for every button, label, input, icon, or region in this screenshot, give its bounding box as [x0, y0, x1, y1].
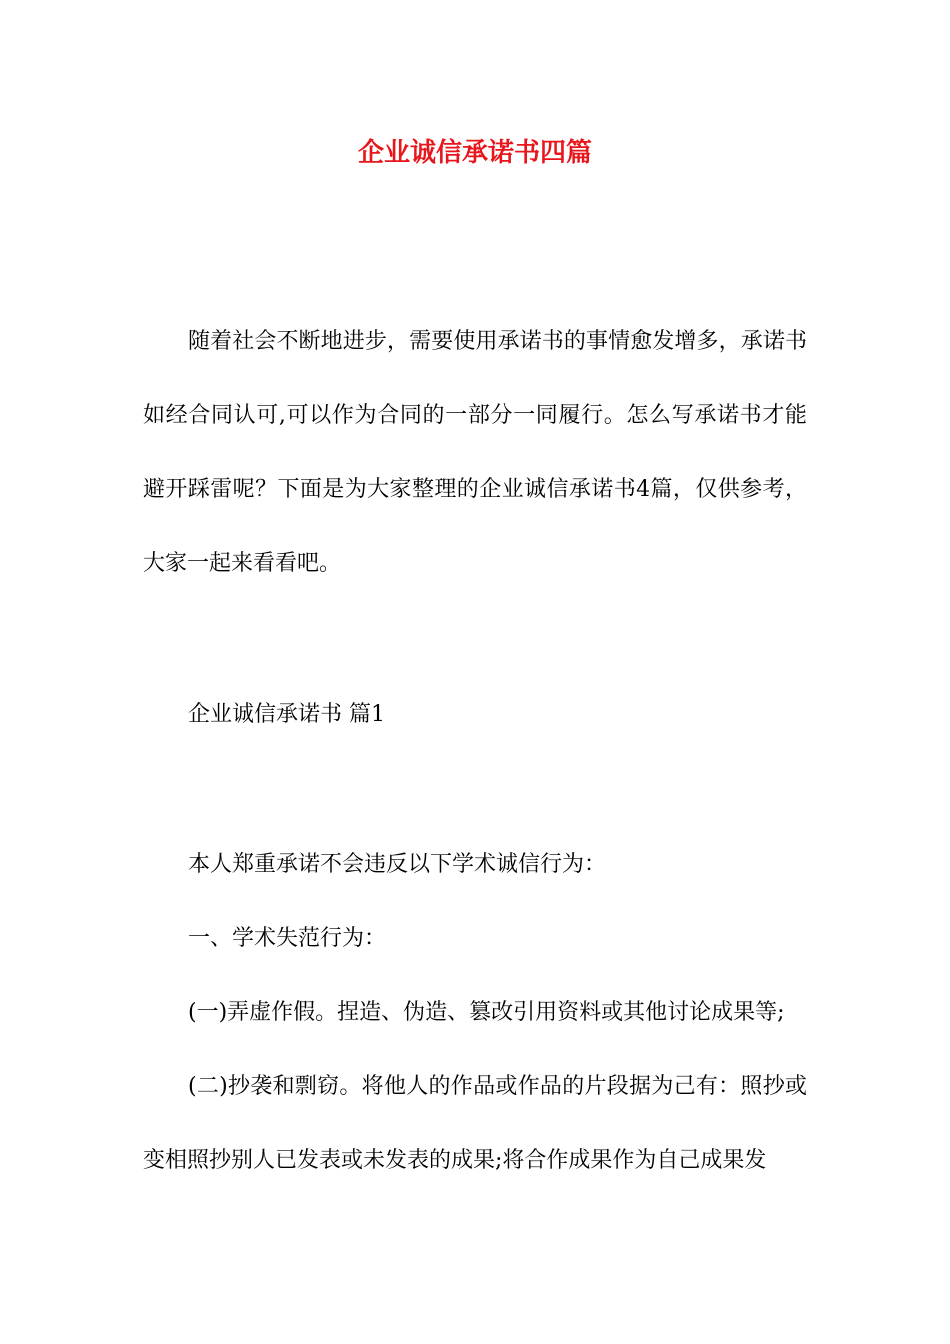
- document-title: 企业诚信承诺书四篇: [357, 138, 592, 168]
- list-item-paragraph: (二)抄袭和剽窃。将他人的作品或作品的片段据为己有：照抄或变相照抄别人已发表或未发表的成果;将合作成果作为自己成果发: [143, 1074, 807, 1173]
- intro-paragraph: 随着社会不断地进步，需要使用承诺书的事情愈发增多，承诺书如经合同认可,可以作为合同的一部分一同履行。怎么写承诺书才能避开踩雷呢？下面是为大家整理的企业诚信承诺书4篇，仅供参考，大家一起来看看吧。: [143, 329, 807, 576]
- section-heading: 企业诚信承诺书 篇1: [188, 702, 385, 727]
- list-item: (一)弄虚作假。捏造、伪造、篡改引用资料或其他讨论成果等;: [188, 1000, 785, 1025]
- pledge-intro: 本人郑重承诺不会违反以下学术诚信行为：: [188, 852, 607, 877]
- list-item: 一、学术失范行为：: [188, 926, 387, 951]
